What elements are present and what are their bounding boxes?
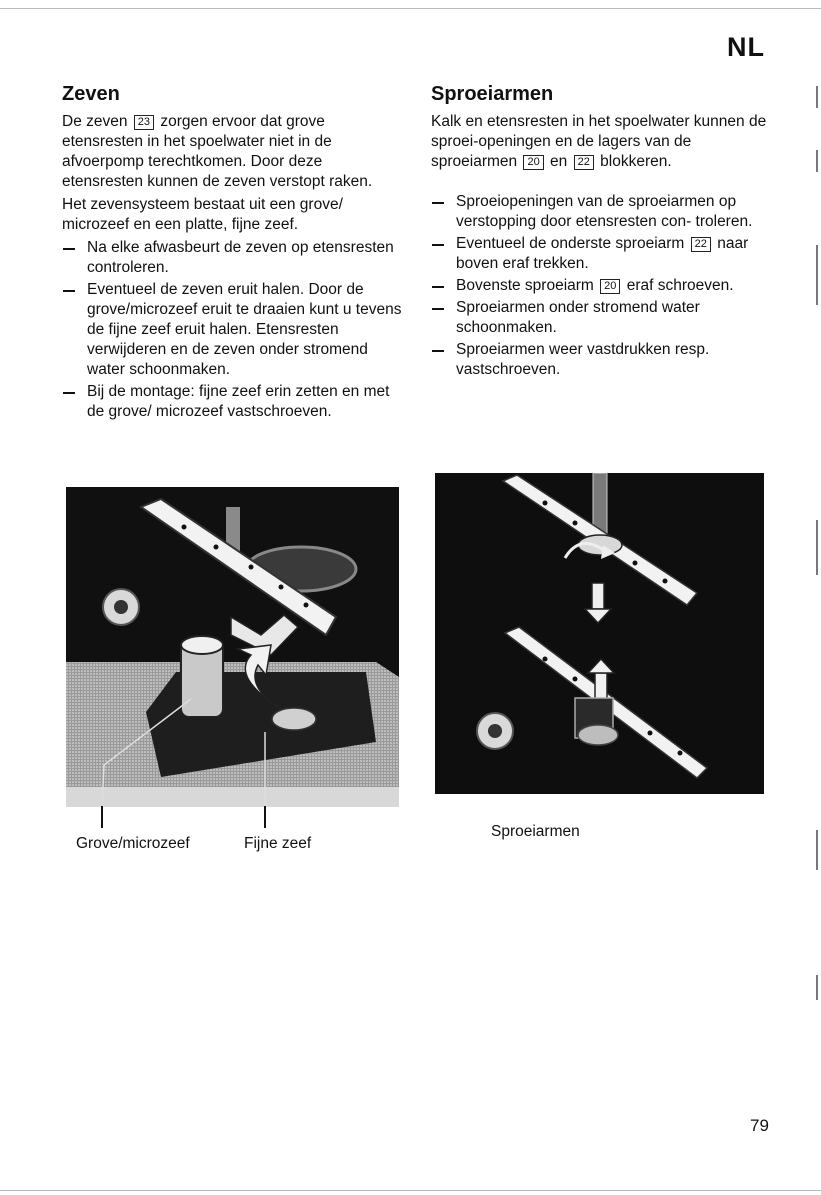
scan-edge-mark [816, 245, 818, 305]
list-item: Sproeiarmen weer vastdrukken resp. vastschroeven. [431, 340, 776, 380]
section-filters [62, 82, 402, 424]
intro-text: blokkeren. [600, 153, 672, 170]
spray-arms-photo [435, 473, 764, 794]
filters-illustration [66, 487, 399, 807]
filters-system-text: Het zevensysteem bestaat uit een grove/ microzeef en een platte, fijne zeef. [62, 196, 343, 233]
intro-text: Kalk en etensresten in het spoelwater kunnen de sproei-openingen en de lagers van de sproeiarmen [431, 113, 767, 170]
caption-spray-arms: Sproeiarmen [491, 823, 580, 840]
scan-edge-mark [816, 830, 818, 870]
spray-arms-illustration [435, 473, 764, 794]
page-number: 79 [750, 1116, 769, 1135]
ref-box: 22 [574, 155, 594, 170]
intro-text: zorgen ervoor dat grove etensresten in het spoelwater niet in de afvoerpomp terechtkomen. Door deze etensresten kunnen de zeven verstopt raken. [62, 113, 373, 190]
caption-coarse-filter: Grove/microzeef [76, 835, 190, 852]
caption-leader-line [101, 806, 103, 828]
language-code: NL [727, 32, 765, 62]
list-item: Bij de montage: fijne zeef erin zetten en met de grove/ microzeef vastschroeven. [62, 382, 402, 422]
ref-box: 20 [600, 279, 620, 294]
step-text: naar boven eraf trekken. [456, 235, 749, 272]
list-item: Sproeiarmen onder stromend water schoonmaken. [431, 298, 776, 338]
scan-border-top [0, 8, 821, 9]
step-text: Eventueel de onderste sproeiarm [456, 235, 685, 252]
filters-steps [62, 238, 402, 422]
list-item: Sproeiopeningen van de sproeiarmen op verstopping door etensresten con- troleren. [431, 192, 776, 232]
list-item [431, 276, 776, 296]
list-item [431, 234, 776, 274]
filters-photo [66, 487, 399, 807]
filters-intro [62, 112, 402, 192]
scan-border-bottom [0, 1190, 821, 1191]
step-text: Bovenste sproeiarm [456, 277, 594, 294]
scan-edge-mark [816, 86, 818, 108]
list-item: Eventueel de zeven eruit halen. Door de grove/microzeef eruit te draaien kunt u tevens de fijne zeef eruit halen. Etensresten verwijderen en de zeven onder stromend water schoonmaken. [62, 280, 402, 380]
spray-arms-intro [431, 112, 776, 172]
section-title-filters: Zeven [62, 83, 120, 105]
scan-edge-mark [816, 975, 818, 1000]
ref-box: 22 [691, 237, 711, 252]
step-text: eraf schroeven. [626, 277, 734, 294]
scan-edge-mark [816, 150, 818, 172]
caption-leader-line [264, 806, 266, 828]
spray-arms-steps [431, 192, 776, 380]
ref-box: 20 [523, 155, 543, 170]
list-item: Na elke afwasbeurt de zeven op etensresten controleren. [62, 238, 402, 278]
ref-box: 23 [134, 115, 154, 130]
caption-fine-filter: Fijne zeef [244, 835, 312, 852]
intro-text: De zeven [62, 113, 128, 130]
scan-edge-mark [816, 520, 818, 575]
section-title-spray-arms: Sproeiarmen [431, 83, 554, 105]
section-spray-arms [431, 82, 776, 382]
intro-text: en [550, 153, 568, 170]
